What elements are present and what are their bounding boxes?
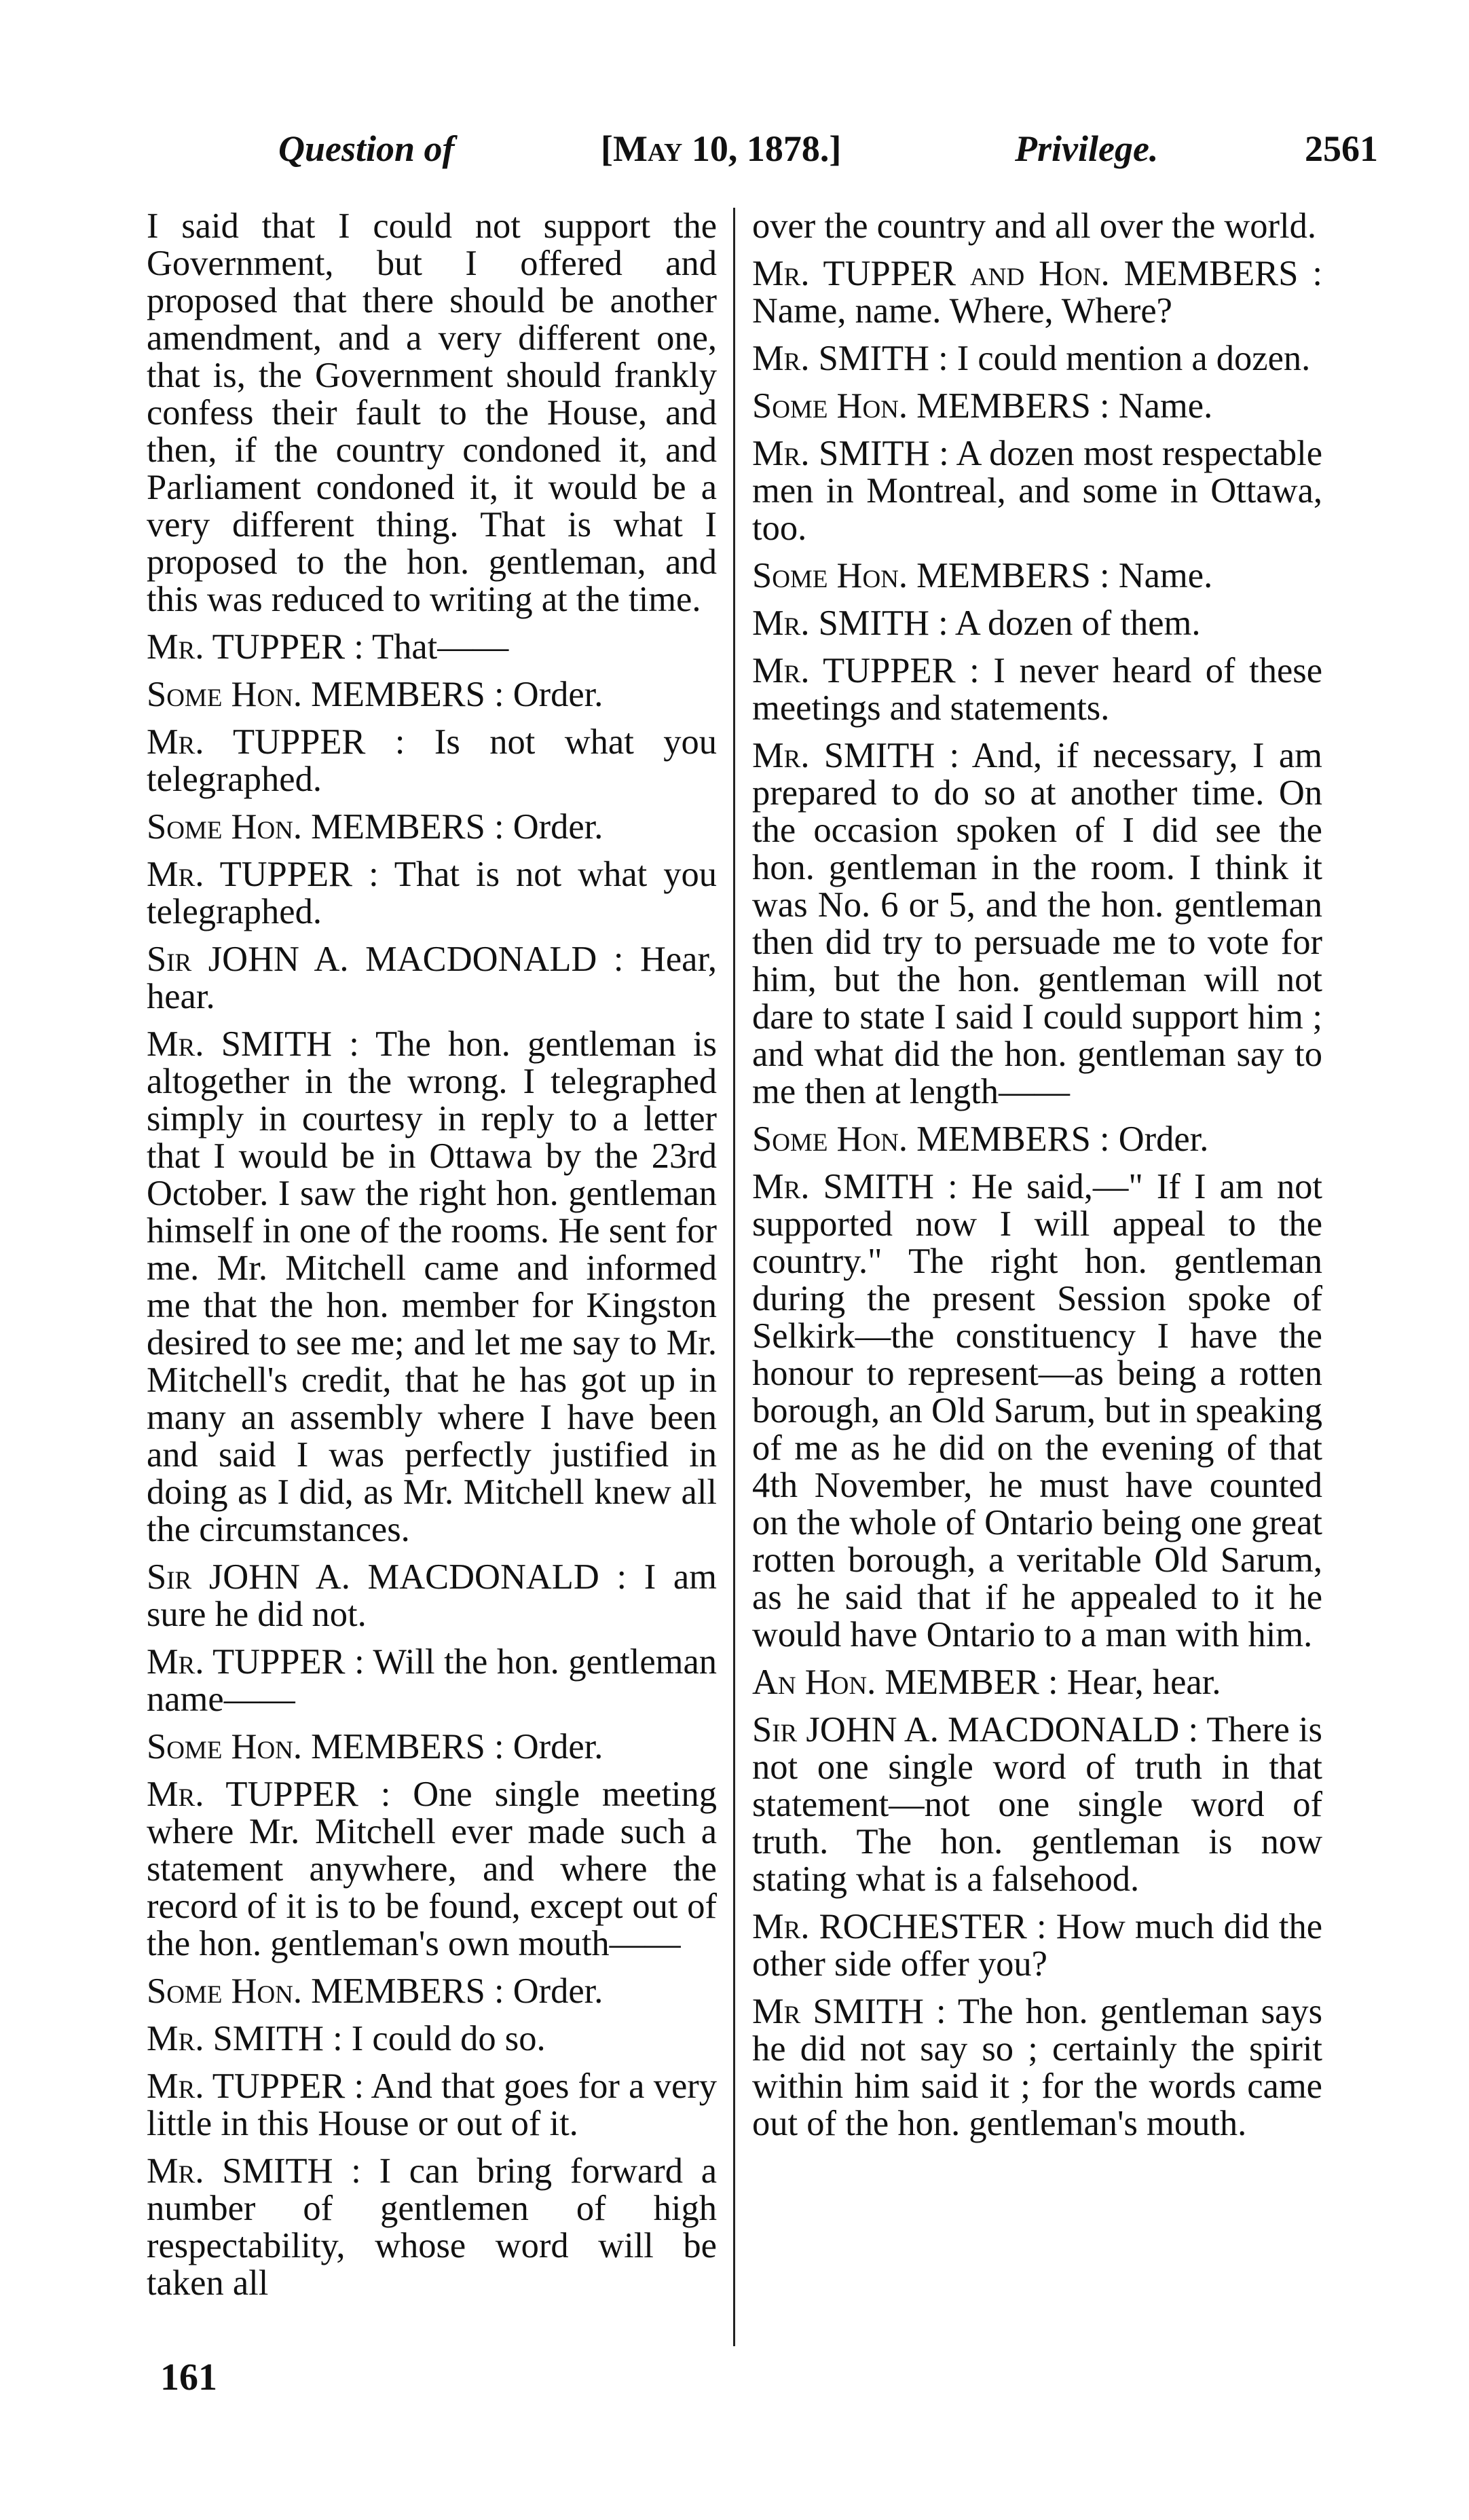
speaker-name: Sir JOHN A. MACDONALD : bbox=[147, 940, 624, 979]
paragraph bbox=[752, 208, 1322, 245]
speaker-name: Mr. SMITH : bbox=[147, 2019, 343, 2058]
signature-mark: 161 bbox=[160, 2356, 217, 2398]
speaker-name: Mr. TUPPER : bbox=[147, 1642, 365, 1682]
paragraph-text: Order. bbox=[513, 1971, 603, 2011]
paragraph-text: Name. bbox=[1118, 556, 1213, 595]
header-date: [May 10, 1878.] bbox=[601, 128, 842, 169]
speaker-name: Mr. TUPPER : bbox=[147, 2067, 365, 2106]
paragraph bbox=[147, 941, 717, 1016]
paragraph bbox=[752, 1121, 1322, 1158]
paragraph-text: Order. bbox=[513, 807, 603, 847]
speaker-name: Mr. SMITH : bbox=[752, 1167, 958, 1206]
paragraph bbox=[147, 724, 717, 798]
paragraph-text: A dozen most respectable men in Montreal, and some in Ottawa, too. bbox=[752, 434, 1323, 548]
paragraph-text: I am sure he did not. bbox=[147, 1557, 717, 1634]
paragraph bbox=[147, 1728, 717, 1766]
paragraph-text: Hear, hear. bbox=[147, 940, 717, 1016]
paragraph bbox=[147, 208, 717, 618]
speaker-name: Some Hon. MEMBERS : bbox=[147, 807, 504, 847]
paragraph-text: How much did the other side offer you? bbox=[752, 1907, 1323, 1984]
paragraph bbox=[752, 1711, 1322, 1898]
speaker-name: Some Hon. MEMBERS : bbox=[752, 1119, 1110, 1159]
paragraph bbox=[147, 1776, 717, 1963]
speaker-name: Mr. TUPPER : bbox=[147, 627, 364, 667]
right-column bbox=[752, 208, 1322, 2153]
paragraph bbox=[147, 809, 717, 846]
paragraph bbox=[752, 1664, 1322, 1701]
paragraph bbox=[147, 1026, 717, 1549]
paragraph-text: over the country and all over the world. bbox=[752, 206, 1316, 246]
paragraph-text: That is not what you telegraphed. bbox=[147, 855, 717, 931]
speaker-name: Mr. SMITH : bbox=[752, 736, 960, 775]
speaker-name: Sir JOHN A. MACDONALD : bbox=[752, 1710, 1199, 1749]
paragraph bbox=[147, 1559, 717, 1633]
paragraph bbox=[147, 856, 717, 931]
speaker-name: Mr SMITH : bbox=[752, 1992, 946, 2031]
speaker-name: Some Hon. MEMBERS : bbox=[147, 1971, 504, 2011]
paragraph-text: And, if necessary, I am prepared to do so at another time. On the occasion spoken of I did see the hon. gentleman in the room. I think it was No. 6 or 5, and the hon. gentleman then did try to persuade me to vote for him, but the hon. gentleman will not dare to state I said I could support him ; and what did the hon. gentleman say to me then at length—— bbox=[752, 736, 1323, 1111]
running-header bbox=[258, 128, 1378, 189]
speaker-name: Mr. SMITH : bbox=[752, 434, 949, 473]
paragraph-text: Name, name. Where, Where? bbox=[752, 291, 1172, 331]
paragraph-text: I never heard of these meetings and statements. bbox=[752, 651, 1323, 728]
paragraph-text: Order. bbox=[513, 1727, 603, 1766]
paragraph-text: I could mention a dozen. bbox=[956, 339, 1311, 378]
paragraph bbox=[147, 1973, 717, 2010]
paragraph bbox=[147, 676, 717, 714]
speaker-name: Mr. TUPPER and Hon. MEMBERS : bbox=[752, 254, 1322, 293]
speaker-name: Mr. ROCHESTER : bbox=[752, 1907, 1047, 1946]
speaker-name: Mr. TUPPER : bbox=[147, 855, 379, 894]
paragraph bbox=[147, 2068, 717, 2143]
speaker-name: Mr. SMITH : bbox=[147, 2151, 361, 2191]
paragraph bbox=[752, 255, 1322, 330]
paragraph-text: And that goes for a very little in this House or out of it. bbox=[147, 2067, 717, 2143]
page-number: 2561 bbox=[1305, 128, 1378, 169]
speaker-name: Mr. TUPPER : bbox=[147, 722, 405, 762]
paragraph bbox=[752, 435, 1322, 547]
paragraph-text: The hon. gentleman says he did not say so ; certainly the spirit within him said it ; for the words came out of the hon. gentleman's mouth. bbox=[752, 1992, 1322, 2143]
paragraph bbox=[752, 340, 1322, 377]
paragraph-text: That—— bbox=[372, 627, 509, 667]
header-left-title: Question of bbox=[278, 128, 455, 169]
paragraph-text: One single meeting where Mr. Mitchell ever made such a statement anywhere, and where the record of it is to be found, except out of the hon. gentleman's own mouth—— bbox=[147, 1775, 718, 1963]
speaker-name: Mr. SMITH : bbox=[147, 1024, 359, 1064]
paragraph-text: I said that I could not support the Government, but I offered and proposed that there should be another amendment, and a very different one, that is, the Government should frankly confess their fault to the House, and then, if the country condoned it, and Parliament condoned it, it would be a very different thing. That is what I proposed to the hon. gentleman, and this was reduced to writing at the time. bbox=[147, 206, 717, 619]
paragraph bbox=[752, 1908, 1322, 1983]
speaker-name: An Hon. MEMBER : bbox=[752, 1663, 1058, 1702]
speaker-name: Mr. TUPPER : bbox=[752, 651, 980, 690]
speaker-name: Sir JOHN A. MACDONALD : bbox=[147, 1557, 627, 1597]
speaker-name: Mr. SMITH : bbox=[752, 604, 948, 643]
paragraph bbox=[147, 1644, 717, 1718]
paragraph-text: There is not one single word of truth in that statement—not one single word of truth. The hon. gentleman is now stating what is a falsehood. bbox=[752, 1710, 1322, 1899]
paragraph-text: I could do so. bbox=[351, 2019, 546, 2058]
paragraph bbox=[752, 388, 1322, 425]
speaker-name: Some Hon. MEMBERS : bbox=[752, 386, 1110, 426]
paragraph-text: Will the hon. gentleman name—— bbox=[147, 1642, 718, 1719]
column-divider bbox=[733, 208, 735, 2346]
paragraph-text: A dozen of them. bbox=[954, 604, 1201, 643]
speaker-name: Some Hon. MEMBERS : bbox=[147, 1727, 504, 1766]
speaker-name: Mr. SMITH : bbox=[752, 339, 948, 378]
paragraph-text: Name. bbox=[1118, 386, 1213, 426]
header-right-title: Privilege. bbox=[1015, 128, 1159, 169]
paragraph bbox=[147, 629, 717, 666]
speaker-name: Some Hon. MEMBERS : bbox=[147, 675, 504, 714]
paragraph-text: Is not what you telegraphed. bbox=[147, 722, 717, 799]
paragraph-text: Order. bbox=[1118, 1119, 1209, 1159]
paragraph bbox=[752, 1168, 1322, 1654]
paragraph-text: He said,—" If I am not supported now I will appeal to the country." The right hon. gentleman during the present Session spoke of Selkirk—the constituency I have the honour to represent—as being a rotten borough, an Old Sarum, but in speaking of me as he did on the evening of that 4th November, he must have counted on the whole of Ontario being one great rotten borough, a veritable Old Sarum, as he said that if he appealed to it he would have Ontario to a man with him. bbox=[752, 1167, 1323, 1654]
paragraph bbox=[147, 2020, 717, 2058]
paragraph-text: I can bring forward a number of gentlemen of high respectability, whose word will be taken all bbox=[147, 2151, 718, 2303]
paragraph-text: The hon. gentleman is altogether in the wrong. I telegraphed simply in courtesy in reply to a letter that I would be in Ottawa by the 23rd October. I saw the right hon. gentleman himself in one of the rooms. He sent for me. Mr. Mitchell came and informed me that the hon. member for Kingston desired to see me; and let me say to Mr. Mitchell's credit, that he has got up in many an assembly where I have been and said I was perfectly justified in doing as I did, as Mr. Mitchell knew all the circumstances. bbox=[147, 1024, 717, 1549]
paragraph bbox=[147, 2153, 717, 2302]
speaker-name: Some Hon. MEMBERS : bbox=[752, 556, 1110, 595]
paragraph bbox=[752, 737, 1322, 1111]
paragraph bbox=[752, 605, 1322, 642]
speaker-name: Mr. TUPPER : bbox=[147, 1775, 391, 1814]
paragraph bbox=[752, 1993, 1322, 2143]
paragraph-text: Hear, hear. bbox=[1066, 1663, 1221, 1702]
paragraph bbox=[752, 652, 1322, 727]
left-column bbox=[147, 208, 717, 2312]
paragraph-text: Order. bbox=[513, 675, 603, 714]
paragraph bbox=[752, 557, 1322, 595]
